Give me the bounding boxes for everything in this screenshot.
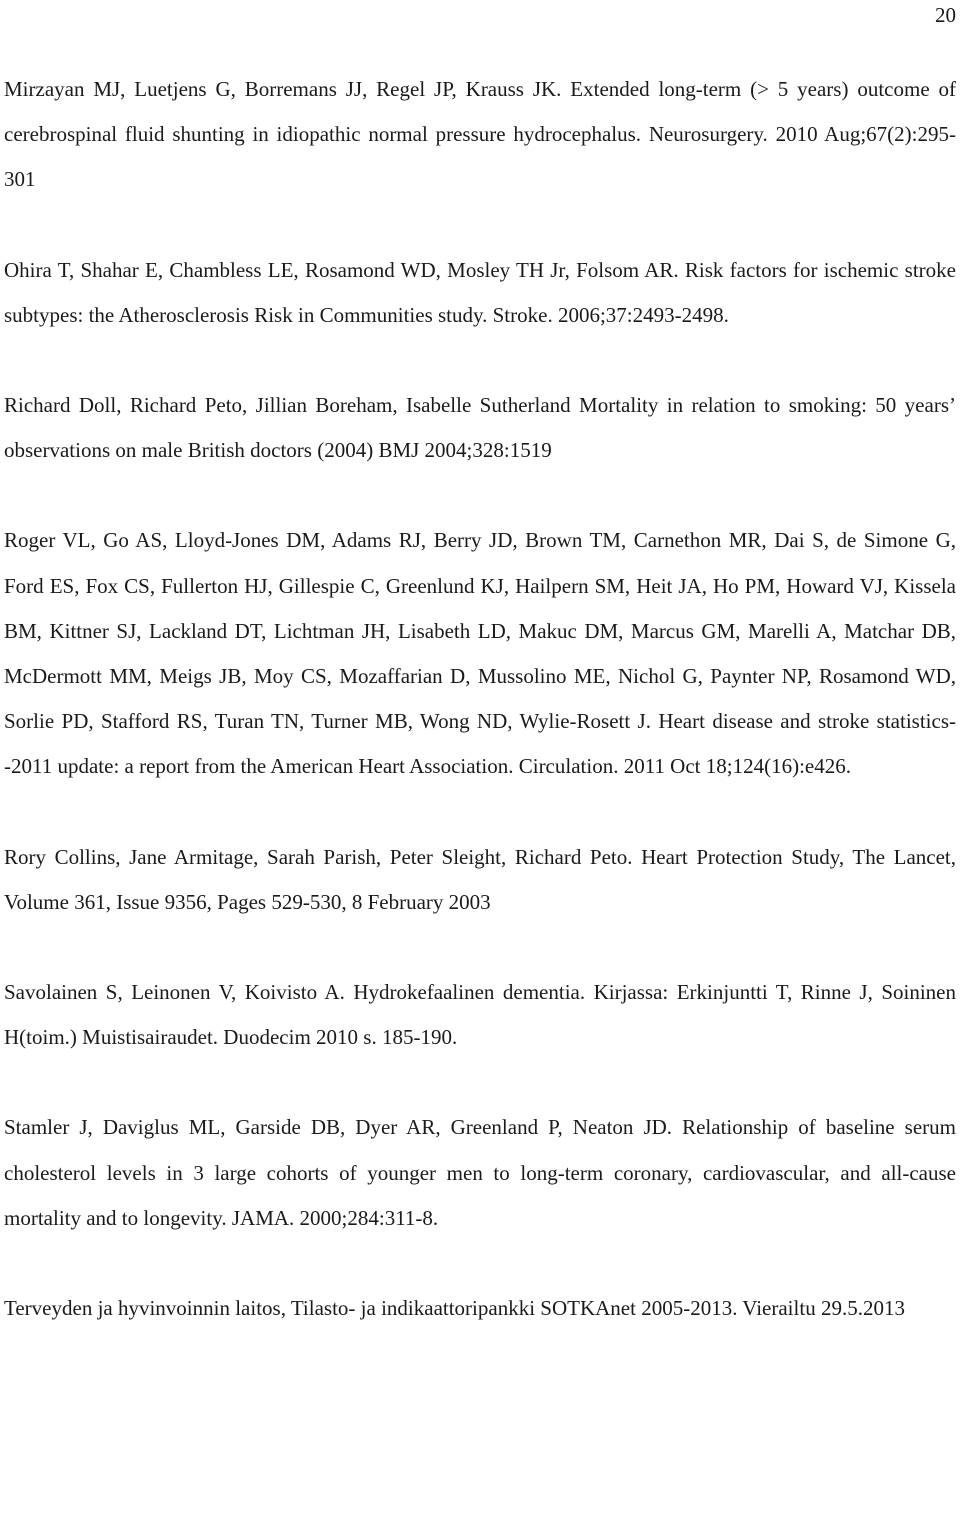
reference-list: [4, 67, 956, 1331]
reference-stamler: Stamler J, Daviglus ML, Garside DB, Dyer AR, Greenland P, Neaton JD. Relationship of baseline serum cholesterol levels in 3 large cohorts of younger men to long-term coronary, cardiovascular, and all-cause mortality and to longevity. JAMA. 2000;284:311-8.: [4, 1115, 956, 1230]
reference-savolainen: Savolainen S, Leinonen V, Koivisto A. Hydrokefaalinen dementia. Kirjassa: Erkinjuntti T, Rinne J, Soininen H(toim.) Muistisairaudet. Duodecim 2010 s. 185-190.: [4, 980, 956, 1050]
reference-collins: Rory Collins, Jane Armitage, Sarah Parish, Peter Sleight, Richard Peto. Heart Protection Study, The Lancet, Volume 361, Issue 9356, Pages 529-530, 8 February 2003: [4, 844, 956, 914]
reference-mirzayan: Mirzayan MJ, Luetjens G, Borremans JJ, Regel JP, Krauss JK. Extended long-term (> 5 years) outcome of cerebrospinal fluid shunting in idiopathic normal pressure hydrocephalus. Neurosurgery. 2010 Aug;67(2):295-301: [4, 77, 956, 192]
reference-doll: Richard Doll, Richard Peto, Jillian Boreham, Isabelle Sutherland Mortality in relation to smoking: 50 years’ observations on male British doctors (2004) BMJ 2004;328:1519: [4, 393, 956, 463]
reference-thl: Terveyden ja hyvinvoinnin laitos, Tilasto- ja indikaattoripankki SOTKAnet 2005-2013. Vierailtu 29.5.2013: [4, 1296, 905, 1321]
reference-ohira: Ohira T, Shahar E, Chambless LE, Rosamond WD, Mosley TH Jr, Folsom AR. Risk factors for ischemic stroke subtypes: the Atherosclerosis Risk in Communities study. Stroke. 2006;37:2493-2498.: [4, 257, 956, 327]
page-number: 20: [935, 3, 956, 27]
reference-roger: Roger VL, Go AS, Lloyd-Jones DM, Adams RJ, Berry JD, Brown TM, Carnethon MR, Dai S, de Simone G, Ford ES, Fox CS, Fullerton HJ, Gillespie C, Greenlund KJ, Hailpern SM, Heit JA, Ho PM, Howard VJ, Kissela BM, Kittner SJ, Lackland DT, Lichtman JH, Lisabeth LD, Makuc DM, Marcus GM, Marelli A, Matchar DB, McDermott MM, Meigs JB, Moy CS, Mozaffarian D, Mussolino ME, Nichol G, Paynter NP, Rosamond WD, Sorlie PD, Stafford RS, Turan TN, Turner MB, Wong ND, Wylie-Rosett J. Heart disease and stroke statistics--2011 update: a report from the American Heart Association. Circulation. 2011 Oct 18;124(16):e426.: [4, 528, 956, 779]
